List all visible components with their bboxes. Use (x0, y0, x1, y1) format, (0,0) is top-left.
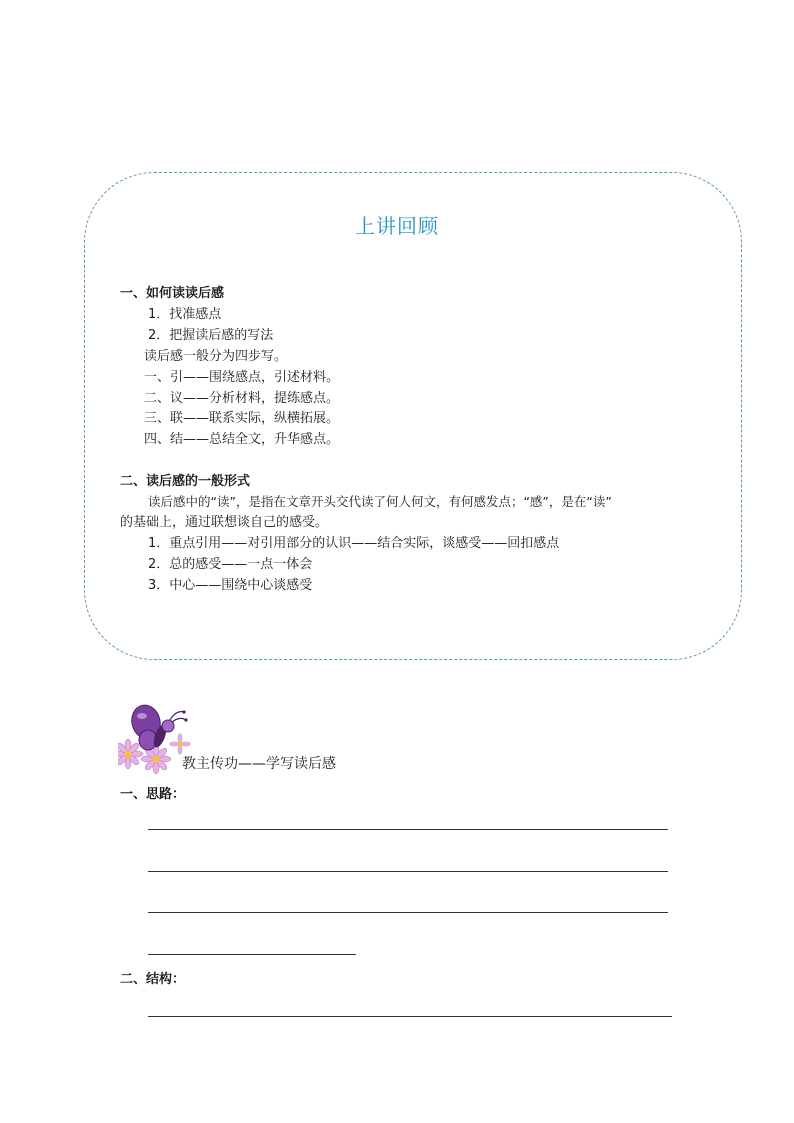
answer-line-4[interactable] (148, 954, 356, 955)
answer-line-1[interactable] (148, 829, 668, 830)
section2-paragraph-line1: 读后感中的“读”，是指在文章开头交代读了何人何文，有何感发点；“感”，是在“读” (148, 494, 612, 509)
question-1-label: 一、思路： (120, 787, 186, 802)
section1-step-1: 一、引——围绕感点，引述材料。 (144, 370, 340, 385)
section1-step-2: 二、议——分析材料，提练感点。 (144, 391, 340, 406)
question-2-label: 二、结构： (120, 972, 186, 987)
section2-item-3: 3．中心——围绕中心谈感受 (148, 578, 313, 593)
answer-line-5[interactable] (148, 1016, 672, 1017)
section1-intro: 读后感一般分为四步写。 (144, 349, 288, 364)
answer-line-2[interactable] (148, 871, 668, 872)
section2-paragraph-line2: 的基础上，通过联想谈自己的感受。 (120, 515, 329, 530)
review-title: 上讲回顾 (355, 214, 439, 238)
section2-item-1: 1．重点引用——对引用部分的认识——结合实际，谈感受——回扣感点 (148, 536, 560, 551)
section1-item-1: 1．找准感点 (148, 307, 222, 322)
section1-item-2: 2．把握读后感的写法 (148, 328, 274, 343)
section1-step-3: 三、联——联系实际，纵横拓展。 (144, 411, 340, 426)
lesson-banner: 教主传功——学写读后感 (182, 756, 336, 772)
section2-item-2: 2．总的感受——一点一体会 (148, 557, 313, 572)
section1-step-4: 四、结——总结全文，升华感点。 (144, 432, 340, 447)
section1-heading: 一、如何读读后感 (120, 286, 225, 301)
section2-heading: 二、读后感的一般形式 (120, 474, 251, 489)
answer-line-3[interactable] (148, 912, 668, 913)
